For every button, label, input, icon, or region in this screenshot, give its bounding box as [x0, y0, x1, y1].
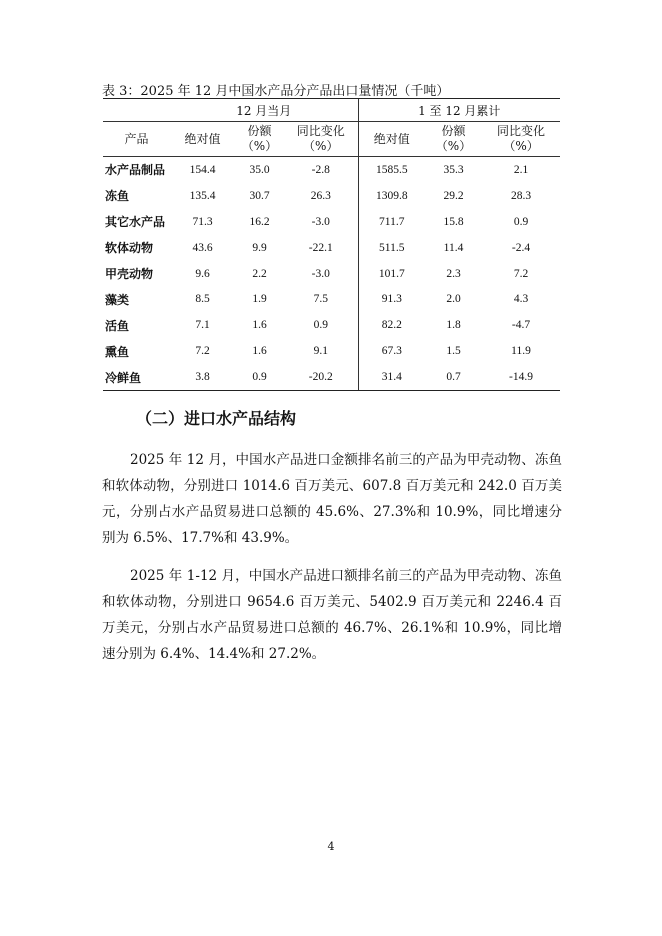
cell-month-share: 1.6	[252, 319, 267, 332]
cell-cum-yoy: 2.1	[513, 163, 529, 176]
cell-cum-share: 0.7	[425, 364, 482, 390]
cell-cum-yoy: -4.7	[511, 319, 531, 332]
cell-cum-abs: 511.5	[358, 235, 425, 261]
cell-month-abs: 3.8	[170, 364, 235, 390]
row-product: 藻类	[105, 292, 130, 307]
table-row	[103, 312, 560, 338]
cell-cum-abs: 82.2	[358, 312, 425, 338]
cell-cum-yoy: 11.9	[511, 345, 531, 358]
cell-cum-yoy: 28.3	[510, 189, 532, 202]
cell-cum-abs: 91.3	[358, 286, 425, 312]
row-product: 其它水产品	[105, 215, 166, 230]
corner-cell	[103, 99, 170, 122]
cell-month-yoy: 0.9	[313, 319, 328, 332]
row-product: 甲壳动物	[105, 267, 154, 281]
row-product: 活鱼	[105, 318, 130, 333]
cell-cum-abs: 31.4	[358, 364, 425, 390]
group-header-current: 12 月当月	[170, 99, 358, 122]
cell-month-yoy: 7.5	[313, 293, 328, 306]
yoy-unit: （%）	[303, 139, 339, 153]
row-product: 软体动物	[105, 241, 154, 256]
group-header-cumulative: 1 至 12 月累计	[358, 99, 560, 122]
cell-cum-abs: 101.7	[358, 261, 425, 287]
col-header-product: 产品	[103, 122, 170, 157]
table-row	[103, 261, 560, 287]
cell-month-share: 1.6	[252, 345, 267, 358]
yoy-label: 同比变化	[296, 124, 345, 138]
cell-month-abs: 9.6	[195, 267, 210, 280]
cell-month-abs: 7.2	[195, 345, 210, 358]
cell-month-share: 1.9	[252, 293, 267, 306]
table-row	[103, 338, 560, 364]
table-caption: 表 3：2025 年 12 月中国水产品分产品出口量情况（千吨）	[102, 84, 450, 99]
col-header-share	[235, 122, 284, 157]
cell-cum-abs: 67.3	[358, 338, 425, 364]
paragraph: 2025 年 1-12 月，中国水产品进口额排名前三的产品为甲壳动物、冻鱼和软体动物，分别进口 9654.6 百万美元、5402.9 百万美元和 2246.4 百万美元，分别占水产品贸易进口总额的 46.7%、26.1%和 10.9%，同比增速分别为 6.4%、14.4%和 27.2%。	[102, 568, 562, 662]
table-row	[103, 286, 560, 312]
cell-cum-yoy: -2.4	[511, 241, 531, 254]
cell-cum-share: 1.8	[446, 319, 461, 332]
row-product: 冷鲜鱼	[103, 364, 170, 390]
paragraph: 2025 年 12 月，中国水产品进口金额排名前三的产品为甲壳动物、冻鱼和软体动物，分别进口 1014.6 百万美元、607.8 百万美元和 242.0 百万美元，分别占水产品贸易进口总额的 45.6%、27.3%和 10.9%，同比增速分别为 6.5%、17.7%和 43.9%。	[102, 452, 562, 546]
yoy-label: 同比变化	[497, 124, 546, 138]
col-header-cum-share	[425, 122, 482, 157]
share-label: 份额	[441, 124, 466, 138]
row-product: 冻鱼	[105, 189, 130, 204]
share-unit: （%）	[241, 139, 278, 153]
cell-cum-yoy: -14.9	[482, 364, 560, 390]
cell-cum-yoy: 0.9	[513, 215, 529, 228]
cell-cum-yoy: 4.3	[513, 293, 529, 306]
cell-cum-share: 2.0	[446, 293, 461, 306]
cell-month-share: 9.9	[252, 241, 267, 254]
cell-month-abs: 71.3	[192, 215, 213, 228]
cell-month-yoy: -3.0	[311, 267, 330, 280]
yoy-unit: （%）	[503, 139, 539, 153]
cell-month-yoy: -3.0	[311, 215, 330, 228]
cell-month-share: 16.2	[249, 215, 270, 228]
cell-cum-share: 11.4	[443, 241, 464, 254]
cell-cum-abs: 1309.8	[358, 183, 425, 209]
cell-month-yoy: 9.1	[313, 345, 328, 358]
table-row	[103, 183, 560, 209]
cell-cum-abs: 1585.5	[358, 157, 425, 183]
cell-month-abs: 8.5	[195, 293, 210, 306]
cell-month-yoy: -22.1	[308, 241, 333, 254]
col-header-cum-yoy	[482, 122, 560, 157]
col-header-yoy	[284, 122, 358, 157]
cell-month-abs: 43.6	[192, 241, 213, 254]
cell-month-share: 0.9	[235, 364, 284, 390]
cell-month-abs: 154.4	[189, 163, 216, 176]
col-header-cum-abs: 绝对值	[358, 122, 425, 157]
page-number: 4	[327, 840, 335, 853]
cell-cum-share: 29.2	[443, 189, 464, 202]
export-volume-table	[103, 98, 560, 391]
table-row	[103, 209, 560, 235]
share-unit: （%）	[435, 139, 472, 153]
cell-month-yoy: 26.3	[310, 189, 331, 202]
cell-month-abs: 135.4	[189, 189, 216, 202]
cell-cum-share: 15.8	[443, 215, 464, 228]
cell-month-share: 30.7	[249, 189, 270, 202]
row-product: 水产品制品	[105, 163, 166, 178]
table-row	[103, 364, 560, 390]
row-product: 熏鱼	[105, 344, 130, 359]
cell-cum-share: 2.3	[446, 267, 461, 280]
cell-month-share: 2.2	[252, 267, 267, 280]
cell-cum-share: 35.3	[443, 163, 464, 176]
section-heading: （二）进口水产品结构	[136, 409, 297, 428]
col-header-abs: 绝对值	[170, 122, 235, 157]
cell-cum-share: 1.5	[446, 345, 461, 358]
table-row	[103, 157, 560, 183]
cell-month-yoy: -20.2	[284, 364, 358, 390]
cell-month-share: 35.0	[249, 163, 270, 176]
cell-month-abs: 7.1	[195, 319, 210, 332]
cell-cum-yoy: 7.2	[513, 267, 529, 280]
cell-cum-abs: 711.7	[358, 209, 425, 235]
cell-month-yoy: -2.8	[311, 163, 330, 176]
share-label: 份额	[247, 124, 272, 138]
table-row	[103, 235, 560, 261]
